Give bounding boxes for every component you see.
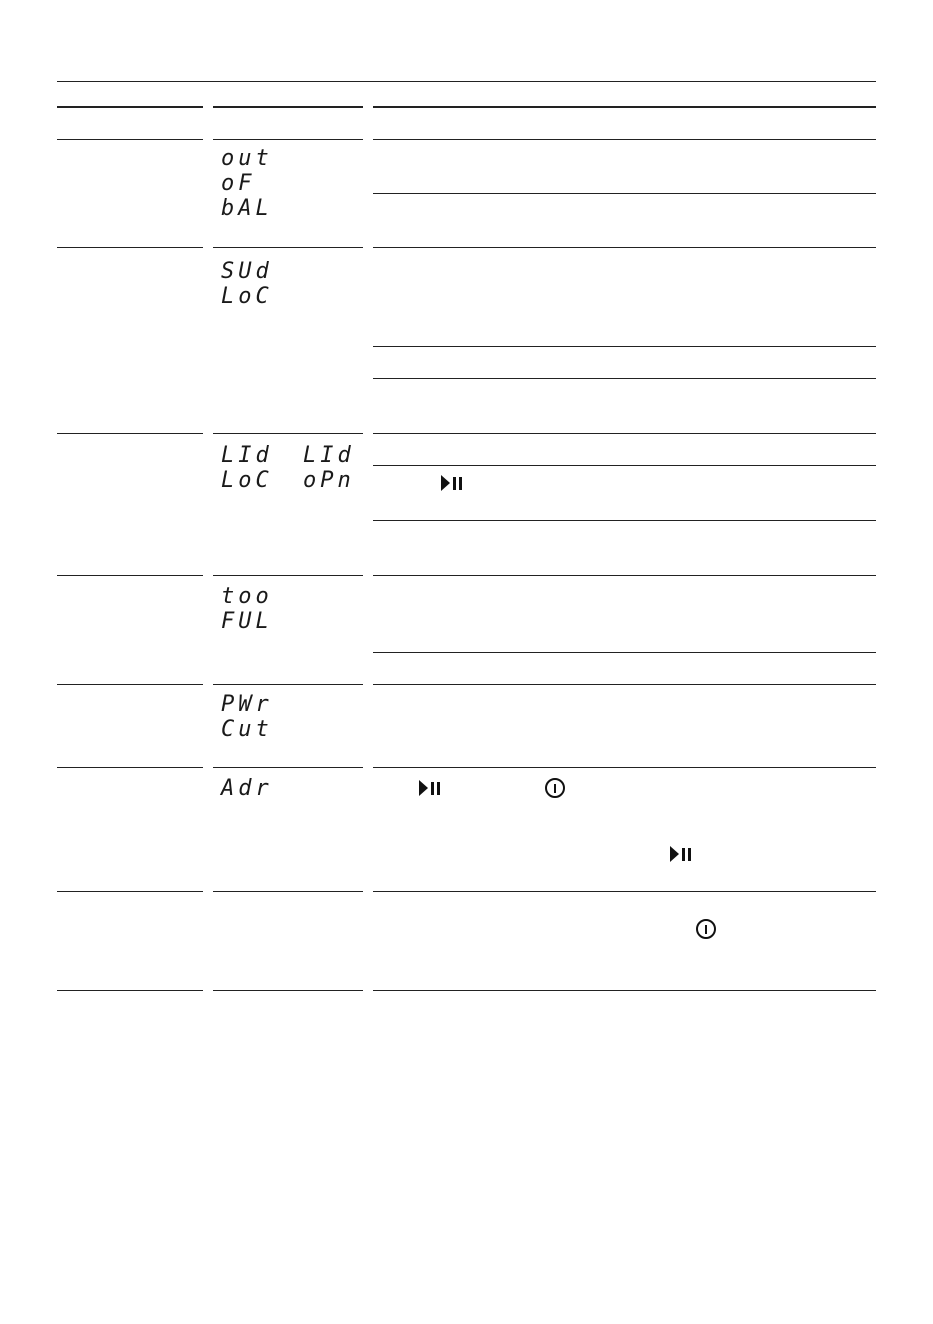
- power-icon: [545, 778, 565, 798]
- row-rule-col1: [57, 767, 203, 768]
- row-rule-col2: [213, 433, 363, 434]
- row-rule-col3: [373, 378, 876, 379]
- row-rule-col1: [57, 433, 203, 434]
- row-rule-col3: [373, 652, 876, 653]
- display-code-adr: Adr: [221, 776, 273, 801]
- row-rule-col3: [373, 684, 876, 685]
- header-rule-col2: [213, 106, 363, 108]
- row-rule-col1: [57, 684, 203, 685]
- display-code-lid: LId: [221, 443, 273, 468]
- row-rule-col3: [373, 767, 876, 768]
- display-code-ful: FUL: [221, 609, 273, 634]
- header-rule-col1: [57, 106, 203, 108]
- row-rule-col2: [213, 575, 363, 576]
- row-rule-col1: [57, 247, 203, 248]
- display-code-too: too: [221, 584, 273, 609]
- play-pause-icon: [419, 779, 440, 797]
- row-rule-col3: [373, 247, 876, 248]
- display-code-of: oF: [221, 171, 256, 196]
- row-rule-col3: [373, 346, 876, 347]
- display-code-lid: LId: [303, 443, 355, 468]
- row-rule-col2: [213, 767, 363, 768]
- row-rule-col3: [373, 433, 876, 434]
- display-code-pwr: PWr: [221, 692, 273, 717]
- display-code-bal: bAL: [221, 196, 273, 221]
- display-code-sud: SUd: [221, 259, 273, 284]
- row-rule-col3: [373, 139, 876, 140]
- bottom-rule-col2: [213, 990, 363, 991]
- display-code-loc: LoC: [221, 284, 273, 309]
- display-code-cut: Cut: [221, 717, 273, 742]
- row-rule-col3: [373, 520, 876, 521]
- display-code-opn: oPn: [303, 468, 355, 493]
- row-rule-col2: [213, 139, 363, 140]
- row-rule-col3: [373, 891, 876, 892]
- row-rule-col3: [373, 465, 876, 466]
- row-rule-col2: [213, 891, 363, 892]
- row-rule-col3: [373, 575, 876, 576]
- bottom-rule-col3: [373, 990, 876, 991]
- row-rule-col1: [57, 139, 203, 140]
- row-rule-col3: [373, 193, 876, 194]
- top-rule: [57, 81, 876, 82]
- display-code-out: out: [221, 146, 273, 171]
- row-rule-col2: [213, 684, 363, 685]
- power-icon: [696, 919, 716, 939]
- row-rule-col1: [57, 575, 203, 576]
- play-pause-icon: [441, 474, 462, 492]
- header-rule-col3: [373, 106, 876, 108]
- display-code-loc: LoC: [221, 468, 273, 493]
- row-rule-col2: [213, 247, 363, 248]
- row-rule-col1: [57, 891, 203, 892]
- bottom-rule-col1: [57, 990, 203, 991]
- play-pause-icon: [670, 845, 691, 863]
